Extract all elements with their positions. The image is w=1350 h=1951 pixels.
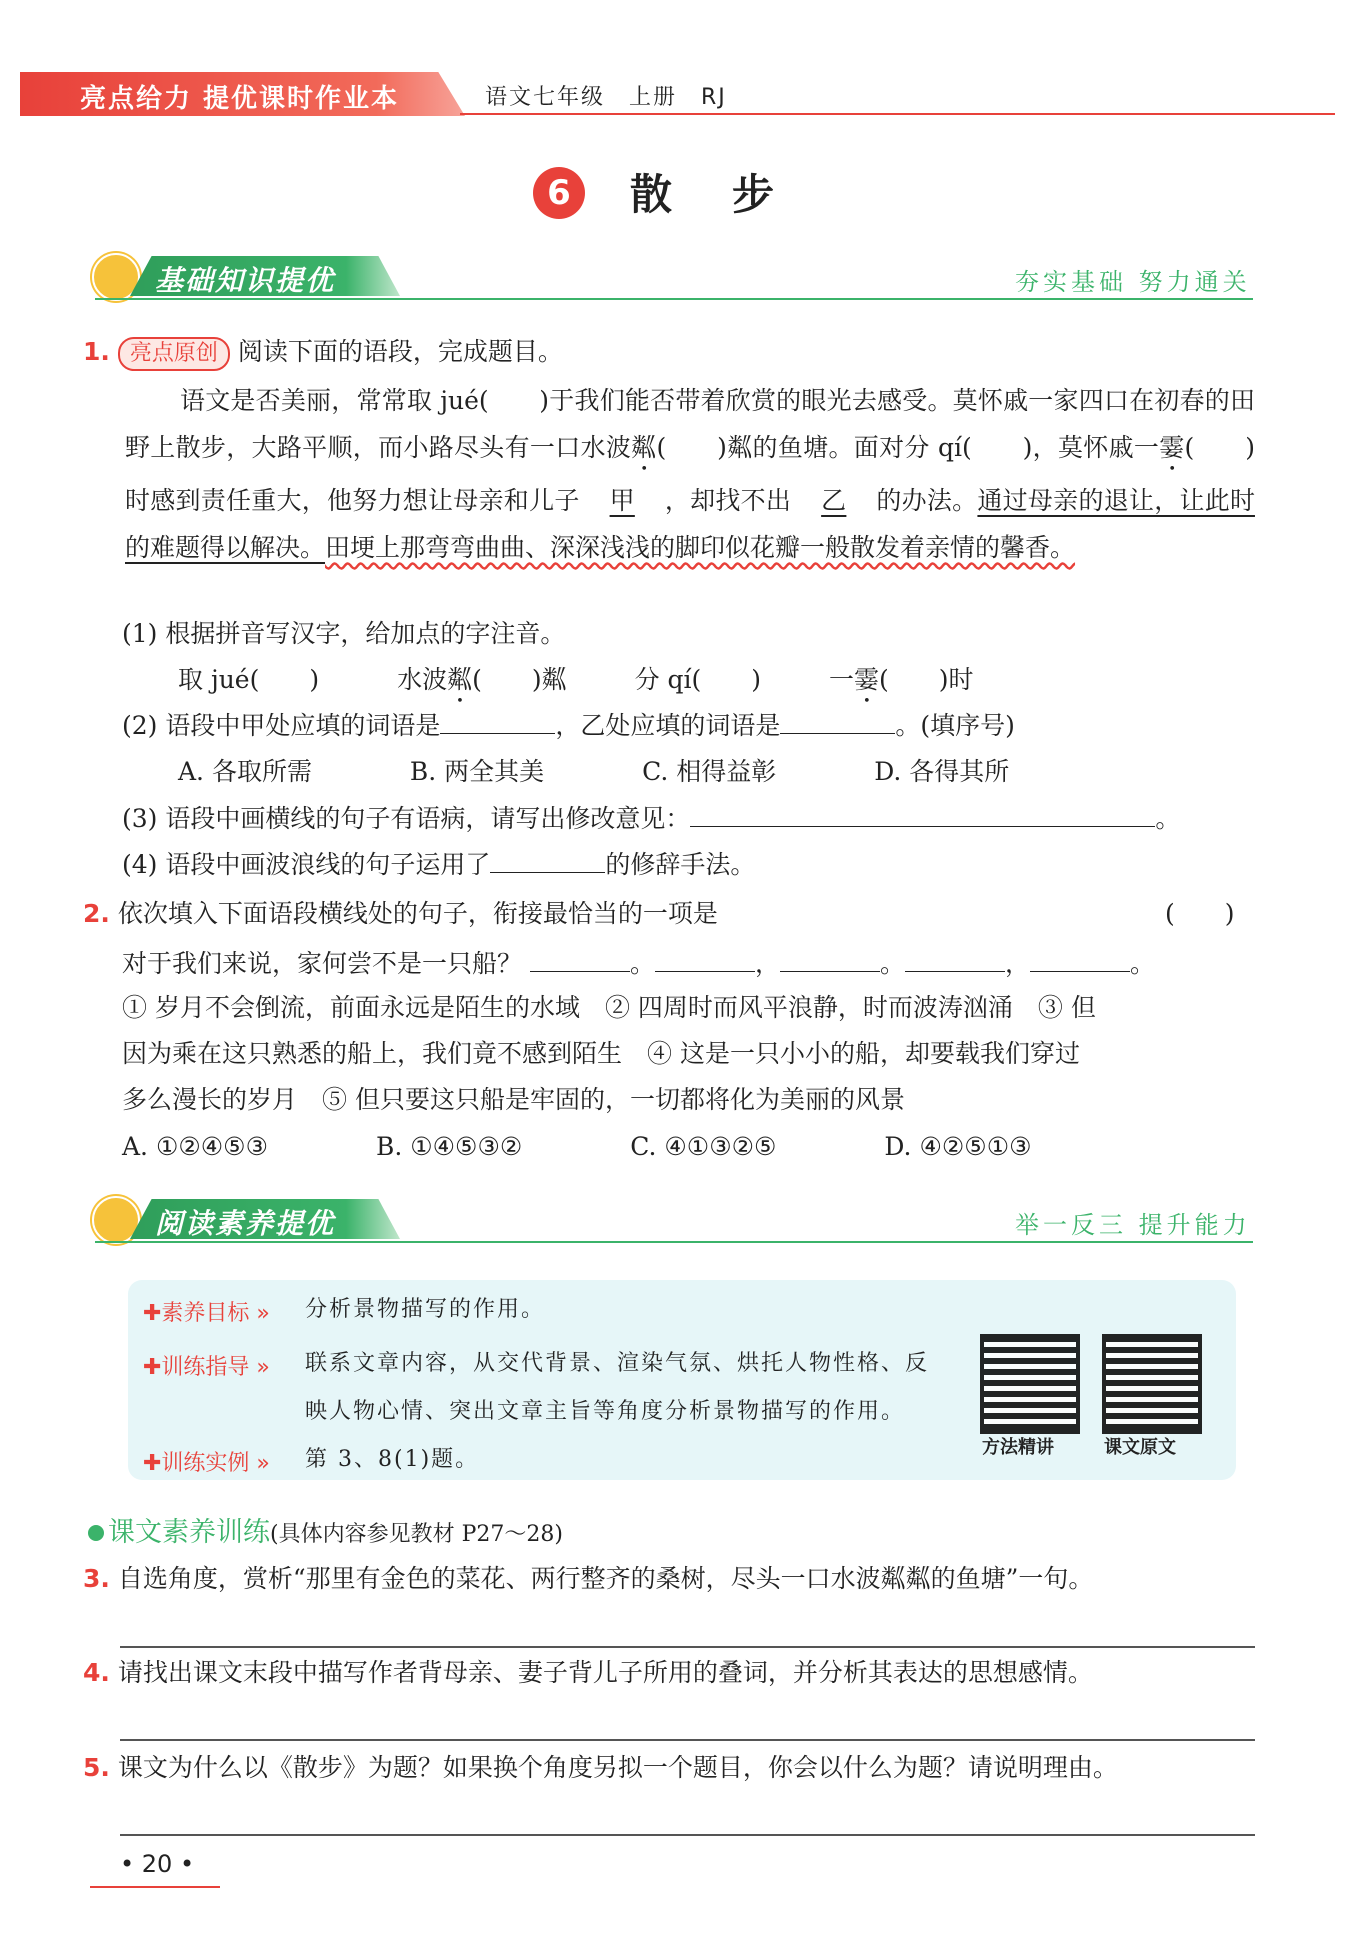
option-a[interactable]: A. 各取所需: [178, 757, 312, 786]
question-prompt: 依次填入下面语段横线处的句子，衔接最恰当的一项是: [117, 899, 718, 928]
option-b[interactable]: B. 两全其美: [409, 757, 545, 786]
section-slogan: 夯实基础 努力通关: [1015, 268, 1251, 296]
qr-label: 方法精讲: [982, 1437, 1054, 1458]
sub-question-3: [122, 797, 1180, 841]
question-number: 5.: [83, 1753, 110, 1782]
guide-text: 分析景物描写的作用。: [305, 1297, 546, 1322]
answer-line[interactable]: [120, 1646, 1255, 1648]
question-number: 4.: [83, 1658, 110, 1687]
sub-question-text: (2) 语段中甲处应填的词语是: [122, 711, 441, 740]
page-number: • 20 •: [120, 1850, 195, 1878]
sub-question-1-items: [178, 658, 974, 709]
answer-blank[interactable]: [780, 945, 880, 972]
page-number-rule: [90, 1886, 220, 1888]
header-rule: [460, 113, 1335, 115]
sub-section-note: (具体内容参见教材 P27～28): [270, 1522, 563, 1547]
option-d[interactable]: D. 各得其所: [874, 757, 1010, 786]
sub-question-text: (3) 语段中画横线的句子有语病，请写出修改意见：: [122, 804, 691, 833]
sub-question-text: 。(填序号): [895, 711, 1015, 740]
lesson-number: 6: [533, 167, 585, 219]
answer-line[interactable]: [120, 1834, 1255, 1836]
question-prompt: 阅读下面的语段，完成题目。: [237, 337, 563, 366]
answer-blank[interactable]: [690, 800, 1155, 827]
qr-code-icon[interactable]: [1102, 1334, 1202, 1434]
sub-question-2: [122, 704, 1015, 748]
dotted-char: 霎: [853, 665, 879, 694]
pinyin-item: 水波: [397, 665, 448, 694]
bullet-icon: [88, 1525, 104, 1541]
question-3: [83, 1557, 1093, 1601]
question-4: [83, 1651, 1093, 1695]
option-c[interactable]: C. ④①③②⑤: [630, 1132, 777, 1161]
answer-blank[interactable]: [905, 945, 1005, 972]
section-slogan: 举一反三 提升能力: [1015, 1211, 1251, 1239]
passage-text: ( )粼的鱼塘。面对分 qí( )，莫怀戚一: [656, 433, 1160, 462]
question-prompt: 请找出课文末段中描写作者背母亲、妻子背儿子所用的叠词，并分析其表达的思想感情。: [117, 1658, 1093, 1687]
answer-paren[interactable]: ( ): [1165, 899, 1235, 928]
guide-text: 映人物心情、突出文章主旨等角度分析景物描写的作用。: [305, 1399, 906, 1424]
passage-text: 的办法。: [876, 486, 978, 515]
sub-section-label: 课文素养训练: [108, 1517, 270, 1548]
guide-label: ✚训练实例 »: [143, 1451, 270, 1476]
guide-text: 联系文章内容，从交代背景、渲染气氛、烘托人物性格、反: [305, 1351, 930, 1376]
option-d[interactable]: D. ④②⑤①③: [884, 1132, 1032, 1161]
sub-question-1: (1) 根据拼音写汉字，给加点的字注音。: [122, 619, 566, 648]
question-2-header: [83, 892, 718, 936]
lesson-title: 散步: [630, 170, 835, 219]
book-info: 语文七年级 上册 RJ: [485, 85, 727, 110]
wavy-sentence: 田埂上那弯弯曲曲、深深浅浅的脚印似花瓣一般散发着亲情的馨香。: [325, 533, 1076, 562]
answer-blank[interactable]: [440, 707, 555, 734]
qr-label: 课文原文: [1104, 1437, 1176, 1458]
stem-text: 对于我们来说，家何尝不是一只船？: [122, 949, 523, 978]
dotted-char: 霎: [1159, 433, 1185, 462]
sub-question-text: 。: [1155, 804, 1181, 833]
blank-jia: 甲: [609, 486, 635, 515]
blank-yi: 乙: [821, 486, 847, 515]
underlined-sentence: 通过母亲的退让，让此时的难题得以解决。: [125, 486, 1255, 562]
original-badge: 亮点原创: [118, 337, 230, 371]
sub-question-text: 的修辞手法。: [605, 850, 756, 879]
passage-text: ，却找不出: [664, 486, 792, 515]
sub-section-title: [88, 1510, 563, 1549]
answer-line[interactable]: [120, 1739, 1255, 1741]
sub-question-text: (4) 语段中画波浪线的句子运用了: [122, 850, 491, 879]
guide-label: ✚训练指导 »: [143, 1355, 270, 1380]
reading-passage: [125, 377, 1255, 571]
sub-question-2-options: [178, 750, 1009, 794]
question-2-options: [122, 1125, 1032, 1169]
question-prompt: 课文为什么以《散步》为题？如果换个角度另拟一个题目，你会以什么为题？请说明理由。: [117, 1753, 1118, 1782]
pinyin-item: 取 jué( ): [178, 665, 320, 694]
qr-code-icon[interactable]: [980, 1334, 1080, 1434]
option-b[interactable]: B. ①④⑤③②: [375, 1132, 523, 1161]
answer-blank[interactable]: [655, 945, 755, 972]
question-5: [83, 1746, 1118, 1790]
question-2-stem: 对于我们来说，家何尝不是一只船？ 。 ， 。 ， 。: [122, 942, 1155, 986]
section-rule: [95, 1241, 1253, 1243]
sub-question-4: [122, 843, 755, 887]
question-1-header: [83, 330, 563, 374]
passage-text: 语文是否美丽，常常取 jué( )于我们能否带着欣赏的眼光去感受。莫怀戚一家四口在初春的田野上散步，大路平顺，而小路尽头有一口水波: [125, 386, 1255, 462]
section-rule: [95, 298, 1253, 300]
guide-text: 第 3、8(1)题。: [305, 1447, 480, 1472]
answer-blank[interactable]: [530, 945, 630, 972]
answer-blank[interactable]: [490, 846, 605, 873]
section-title: 阅读素养提优: [155, 1207, 336, 1240]
answer-blank[interactable]: [1030, 945, 1130, 972]
question-number: 1.: [83, 337, 110, 366]
series-title: 亮点给力 提优课时作业本: [80, 84, 400, 114]
question-number: 2.: [83, 899, 110, 928]
dotted-char: 粼: [447, 665, 473, 694]
pinyin-item: 分 qí( ): [634, 665, 762, 694]
pinyin-item: ( )粼: [472, 665, 567, 694]
pinyin-item: ( )时: [879, 665, 974, 694]
question-number: 3.: [83, 1564, 110, 1593]
option-a[interactable]: A. ①②④⑤③: [122, 1132, 269, 1161]
section-title: 基础知识提优: [155, 264, 336, 297]
pinyin-item: 一: [828, 665, 854, 694]
sentence-options-line: 多么漫长的岁月 ⑤ 但只要这只船是牢固的，一切都将化为美丽的风景: [122, 1085, 905, 1114]
sentence-options-line: 因为乘在这只熟悉的船上，我们竟不感到陌生 ④ 这是一只小小的船，却要载我们穿过: [122, 1039, 1080, 1068]
question-prompt: 自选角度，赏析“那里有金色的菜花、两行整齐的桑树，尽头一口水波粼粼的鱼塘”一句。: [117, 1564, 1094, 1593]
dotted-char: 粼: [631, 433, 657, 462]
sentence-options-line: ① 岁月不会倒流，前面永远是陌生的水域 ② 四周时而风平浪静，时而波涛汹涌 ③ 但: [122, 993, 1096, 1022]
guide-label: ✚素养目标 »: [143, 1301, 270, 1326]
answer-blank[interactable]: [780, 707, 895, 734]
passage-text: ( )时感到责任重大，他努力想让母亲和儿子: [125, 433, 1255, 515]
sub-question-text: ，乙处应填的词语是: [555, 711, 781, 740]
option-c[interactable]: C. 相得益彰: [642, 757, 777, 786]
